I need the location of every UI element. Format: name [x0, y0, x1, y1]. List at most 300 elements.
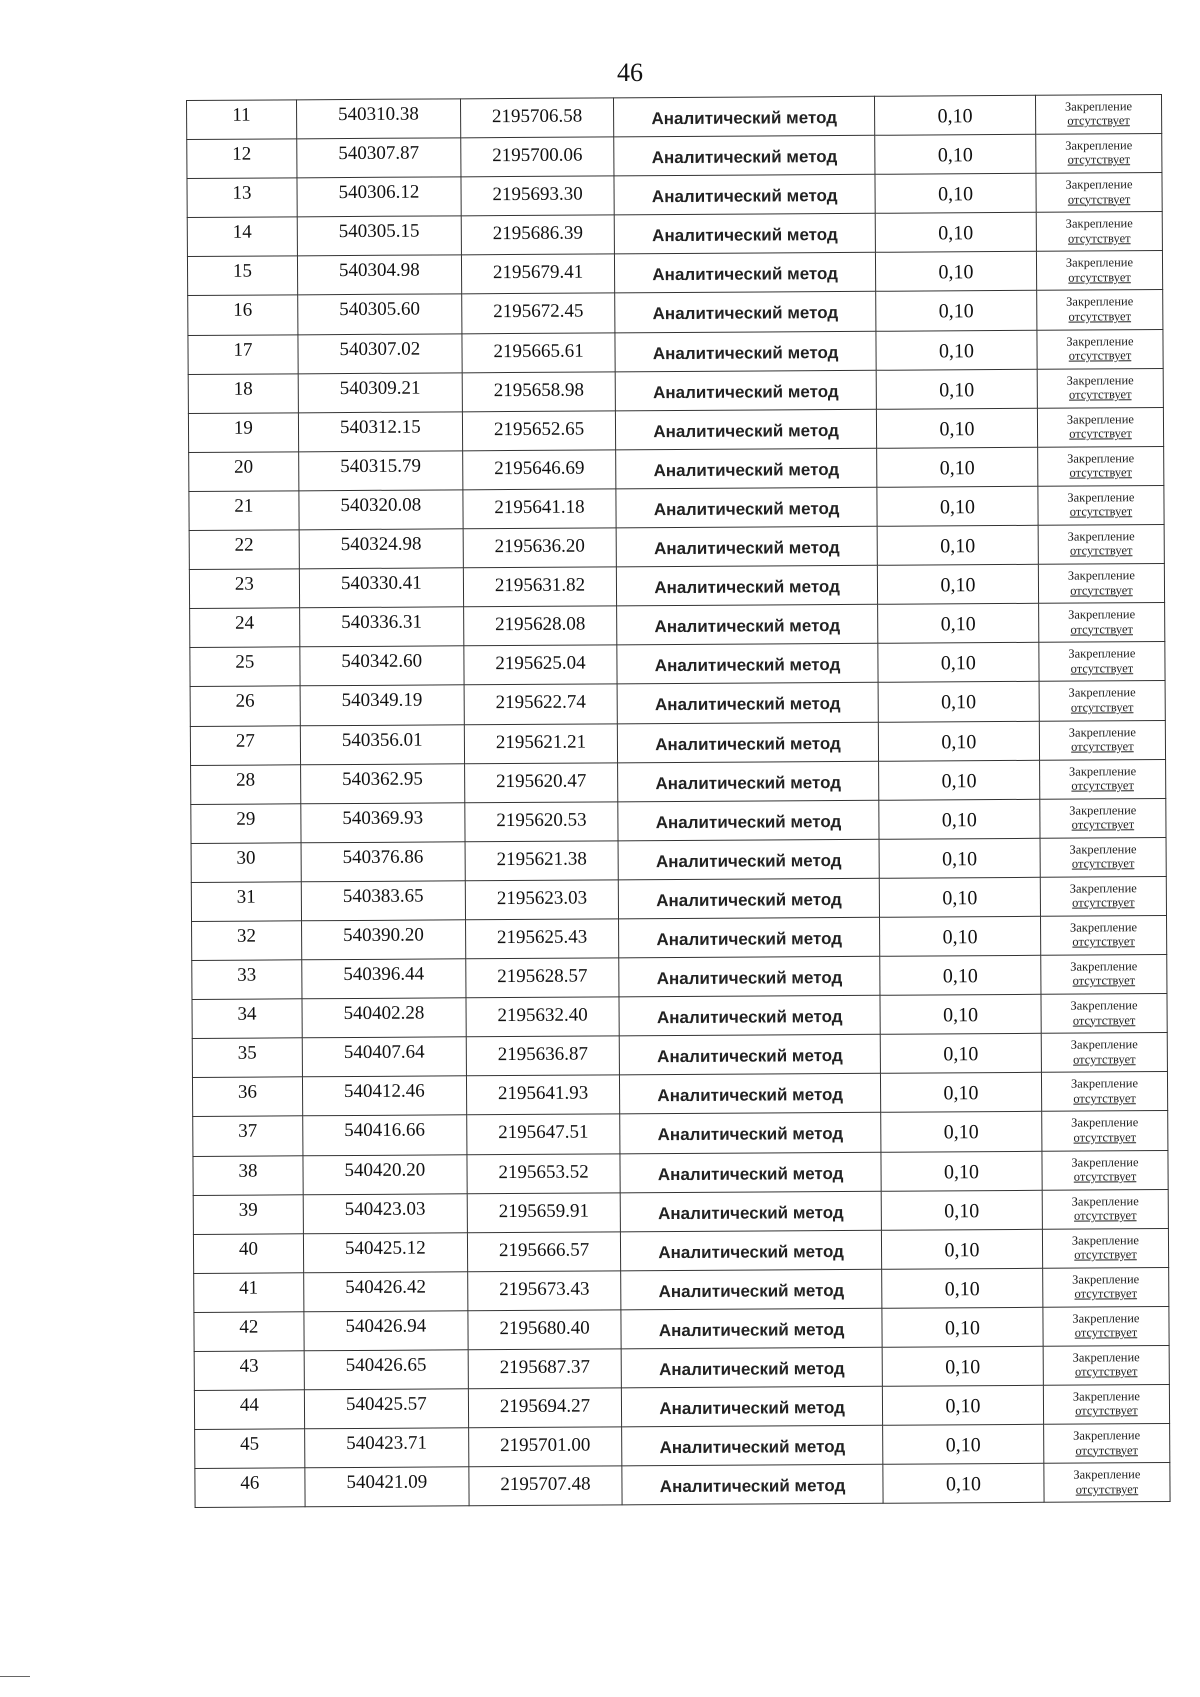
fixation-text-line2: отсутствует — [1073, 1130, 1137, 1145]
x-coordinate-cell: 540423.03 — [303, 1193, 467, 1233]
x-coordinate-cell: 540305.15 — [297, 216, 461, 256]
fixation-text-line2: отсутствует — [1072, 934, 1135, 949]
point-number-cell: 27 — [190, 725, 300, 765]
table-row — [191, 759, 1166, 804]
fixation-text-line2: отсутствует — [1071, 817, 1135, 832]
point-number-cell: 36 — [192, 1077, 302, 1117]
error-cell: 0,10 — [877, 486, 1038, 526]
point-number-cell: 18 — [188, 373, 298, 413]
y-coordinate-cell: 2195680.40 — [468, 1310, 621, 1350]
fixation-text-line1: Закрепление — [1071, 1193, 1139, 1209]
y-coordinate-cell: 2195707.48 — [469, 1466, 622, 1506]
method-cell: Аналитический метод — [615, 370, 876, 411]
y-coordinate-cell: 2195659.91 — [467, 1192, 620, 1232]
fixation-text-line2: отсутствует — [1067, 152, 1131, 168]
coordinates-table — [186, 94, 1171, 1508]
table-row — [195, 1424, 1170, 1469]
x-coordinate-cell: 540304.98 — [297, 255, 461, 295]
error-cell: 0,10 — [875, 173, 1036, 213]
fixation-text-line2: отсутствует — [1070, 700, 1134, 715]
y-coordinate-cell: 2195687.37 — [468, 1349, 621, 1389]
x-coordinate-cell: 540336.31 — [299, 607, 463, 647]
point-number-cell: 23 — [189, 569, 299, 609]
fixation-cell — [1043, 1267, 1169, 1307]
method-cell: Аналитический метод — [618, 839, 879, 880]
error-cell: 0,10 — [882, 1268, 1043, 1308]
fixation-text-line1: Закрепление — [1064, 99, 1133, 114]
fixation-text-line1: Закрепление — [1071, 1232, 1140, 1248]
fixation-text-line2: отсутствует — [1073, 1051, 1136, 1067]
y-coordinate-cell: 2195694.27 — [468, 1388, 621, 1428]
fixation-text-line2: отсутствует — [1073, 1169, 1137, 1184]
method-cell: Аналитический метод — [616, 409, 877, 450]
error-cell: 0,10 — [879, 799, 1040, 839]
y-coordinate-cell: 2195700.06 — [461, 137, 614, 177]
fixation-text-line1: Закрепление — [1067, 529, 1135, 544]
point-number-cell: 39 — [193, 1194, 303, 1234]
x-coordinate-cell: 540423.71 — [304, 1428, 468, 1468]
method-cell: Аналитический метод — [614, 214, 875, 255]
fixation-cell — [1041, 955, 1167, 995]
fixation-text-line2: отсутствует — [1074, 1364, 1138, 1379]
error-cell: 0,10 — [883, 1464, 1044, 1504]
error-cell: 0,10 — [881, 1151, 1042, 1191]
method-cell: Аналитический метод — [618, 800, 879, 841]
error-cell: 0,10 — [877, 564, 1038, 604]
fixation-text-line2: отсутствует — [1068, 309, 1132, 324]
x-coordinate-cell: 540310.38 — [296, 99, 460, 139]
fixation-text-line2: отсутствует — [1073, 1090, 1136, 1106]
error-cell: 0,10 — [881, 1112, 1042, 1152]
y-coordinate-cell: 2195623.03 — [465, 880, 618, 920]
point-number-cell: 14 — [187, 217, 297, 257]
x-coordinate-cell: 540412.46 — [302, 1076, 466, 1116]
method-cell: Аналитический метод — [619, 995, 880, 1036]
fixation-text-line1: Закрепление — [1068, 646, 1136, 661]
fixation-cell — [1042, 1111, 1168, 1151]
fixation-cell — [1041, 1072, 1167, 1112]
point-number-cell: 13 — [187, 178, 297, 218]
table-row — [193, 1150, 1168, 1195]
point-number-cell: 28 — [191, 764, 301, 804]
y-coordinate-cell: 2195673.43 — [468, 1271, 621, 1311]
error-cell: 0,10 — [879, 760, 1040, 800]
x-coordinate-cell: 540349.19 — [300, 685, 464, 725]
fixation-text-line1: Закрепление — [1073, 1467, 1141, 1482]
y-coordinate-cell: 2195647.51 — [467, 1114, 620, 1154]
fixation-cell — [1038, 485, 1164, 525]
x-coordinate-cell: 540312.15 — [298, 412, 462, 452]
fixation-cell — [1038, 564, 1164, 604]
method-cell: Аналитический метод — [616, 487, 877, 528]
error-cell: 0,10 — [882, 1346, 1043, 1386]
point-number-cell: 26 — [190, 686, 300, 726]
fixation-text-line1: Закрепление — [1067, 490, 1135, 505]
fixation-cell — [1043, 1346, 1169, 1386]
table-row — [194, 1346, 1169, 1391]
method-cell: Аналитический метод — [621, 1347, 882, 1388]
fixation-cell — [1038, 603, 1164, 643]
x-coordinate-cell: 540420.20 — [303, 1154, 467, 1194]
y-coordinate-cell: 2195706.58 — [460, 98, 613, 138]
table-row — [187, 173, 1162, 218]
error-cell: 0,10 — [877, 447, 1038, 487]
point-number-cell: 17 — [188, 334, 298, 374]
fixation-text-line1: Закрепление — [1069, 841, 1137, 857]
fixation-cell — [1039, 759, 1165, 799]
y-coordinate-cell: 2195620.47 — [464, 762, 617, 802]
table-row — [194, 1385, 1169, 1430]
fixation-text-line1: Закрепление — [1066, 411, 1134, 427]
error-cell: 0,10 — [875, 252, 1036, 292]
x-coordinate-cell: 540306.12 — [297, 177, 461, 217]
table-row — [193, 1228, 1168, 1273]
table-row — [190, 603, 1165, 648]
margin-mark — [0, 1676, 30, 1677]
x-coordinate-cell: 540390.20 — [301, 920, 465, 960]
fixation-text-line1: Закрепление — [1070, 998, 1138, 1013]
fixation-text-line1: Закрепление — [1070, 1076, 1139, 1091]
x-coordinate-cell: 540309.21 — [298, 372, 462, 412]
table-row — [191, 876, 1166, 921]
x-coordinate-cell: 540362.95 — [300, 763, 464, 803]
point-number-cell: 15 — [187, 256, 297, 296]
fixation-cell — [1037, 329, 1163, 369]
fixation-text-line1: Закрепление — [1065, 177, 1133, 192]
fixation-text-line2: отсутствует — [1068, 348, 1132, 363]
fixation-text-line2: отсутствует — [1074, 1325, 1138, 1340]
fixation-text-line1: Закрепление — [1068, 724, 1136, 740]
y-coordinate-cell: 2195625.43 — [465, 919, 618, 959]
y-coordinate-cell: 2195658.98 — [462, 372, 615, 412]
fixation-text-line2: отсутствует — [1074, 1286, 1138, 1301]
point-number-cell: 37 — [193, 1116, 303, 1156]
fixation-text-line1: Закрепление — [1067, 568, 1135, 583]
y-coordinate-cell: 2195636.87 — [466, 1036, 619, 1076]
fixation-cell — [1042, 1150, 1168, 1190]
y-coordinate-cell: 2195641.18 — [463, 489, 616, 529]
table-row — [194, 1306, 1169, 1351]
error-cell: 0,10 — [878, 721, 1039, 761]
fixation-text-line1: Закрепление — [1072, 1389, 1140, 1404]
fixation-text-line2: отсутствует — [1075, 1442, 1139, 1458]
table-row — [189, 485, 1164, 530]
point-number-cell: 24 — [190, 608, 300, 648]
fixation-text-line1: Закрепление — [1069, 920, 1138, 935]
fixation-text-line1: Закрепление — [1065, 138, 1133, 153]
table-row — [190, 642, 1165, 687]
y-coordinate-cell: 2195652.65 — [462, 411, 615, 451]
point-number-cell: 29 — [191, 804, 301, 844]
fixation-cell — [1036, 251, 1162, 291]
x-coordinate-cell: 540426.42 — [303, 1272, 467, 1312]
y-coordinate-cell: 2195665.61 — [462, 332, 615, 372]
fixation-cell — [1043, 1385, 1169, 1425]
point-number-cell: 44 — [194, 1390, 304, 1430]
fixation-cell — [1037, 407, 1163, 447]
y-coordinate-cell: 2195693.30 — [461, 176, 614, 216]
fixation-text-line2: отсутствует — [1071, 739, 1134, 754]
method-cell: Аналитический метод — [618, 761, 879, 802]
point-number-cell: 32 — [192, 921, 302, 961]
error-cell: 0,10 — [878, 604, 1039, 644]
error-cell: 0,10 — [876, 291, 1037, 331]
table-row — [195, 1463, 1170, 1508]
x-coordinate-cell: 540307.87 — [297, 138, 461, 178]
x-coordinate-cell: 540369.93 — [301, 802, 465, 842]
table-row — [187, 134, 1162, 179]
y-coordinate-cell: 2195646.69 — [463, 450, 616, 490]
y-coordinate-cell: 2195701.00 — [469, 1427, 622, 1467]
x-coordinate-cell: 540305.60 — [297, 294, 461, 334]
method-cell: Аналитический метод — [615, 331, 876, 372]
fixation-text-line1: Закрепление — [1070, 959, 1138, 974]
error-cell: 0,10 — [880, 1034, 1041, 1074]
coordinates-table-body — [187, 95, 1171, 1508]
x-coordinate-cell: 540315.79 — [298, 451, 462, 491]
method-cell: Аналитический метод — [614, 135, 875, 176]
fixation-cell — [1037, 290, 1163, 330]
method-cell: Аналитический метод — [615, 292, 876, 333]
fixation-text-line2: отсутствует — [1068, 269, 1131, 285]
point-number-cell: 31 — [191, 882, 301, 922]
fixation-cell — [1039, 681, 1165, 721]
fixation-cell — [1040, 798, 1166, 838]
point-number-cell: 12 — [187, 139, 297, 179]
fixation-cell — [1043, 1306, 1169, 1346]
method-cell: Аналитический метод — [620, 1113, 881, 1154]
y-coordinate-cell: 2195672.45 — [462, 293, 615, 333]
table-row — [193, 1111, 1168, 1156]
fixation-cell — [1043, 1424, 1169, 1464]
x-coordinate-cell: 540330.41 — [299, 568, 463, 608]
fixation-text-line2: отсутствует — [1068, 387, 1132, 402]
method-cell: Аналитический метод — [616, 448, 877, 489]
y-coordinate-cell: 2195641.93 — [466, 1075, 619, 1115]
fixation-text-line1: Закрепление — [1072, 1311, 1140, 1326]
point-number-cell: 38 — [193, 1155, 303, 1195]
fixation-text-line1: Закрепление — [1066, 294, 1134, 310]
fixation-text-line2: отсутствует — [1067, 191, 1131, 207]
y-coordinate-cell: 2195620.53 — [465, 802, 618, 842]
table-row — [188, 290, 1163, 335]
method-cell: Аналитический метод — [622, 1425, 883, 1466]
error-cell: 0,10 — [879, 838, 1040, 878]
error-cell: 0,10 — [877, 525, 1038, 565]
error-cell: 0,10 — [878, 643, 1039, 683]
fixation-text-line1: Закрепление — [1071, 1154, 1139, 1170]
fixation-cell — [1040, 915, 1166, 955]
fixation-text-line1: Закрепление — [1065, 255, 1134, 271]
method-cell: Аналитический метод — [622, 1386, 883, 1427]
fixation-text-line2: отсутствует — [1071, 856, 1135, 871]
fixation-text-line2: отсутствует — [1070, 660, 1134, 676]
fixation-text-line2: отсутствует — [1067, 113, 1130, 128]
error-cell: 0,10 — [880, 994, 1041, 1034]
point-number-cell: 21 — [189, 491, 299, 531]
table-row — [192, 915, 1167, 960]
error-cell: 0,10 — [881, 1229, 1042, 1269]
fixation-text-line1: Закрепление — [1067, 451, 1135, 466]
point-number-cell: 22 — [189, 530, 299, 570]
error-cell: 0,10 — [882, 1385, 1043, 1425]
fixation-text-line2: отсутствует — [1069, 543, 1133, 559]
y-coordinate-cell: 2195628.57 — [466, 958, 619, 998]
table-row — [189, 446, 1164, 491]
fixation-text-line1: Закрепление — [1068, 607, 1136, 622]
point-number-cell: 16 — [188, 295, 298, 335]
x-coordinate-cell: 540342.60 — [300, 646, 464, 686]
method-cell: Аналитический метод — [619, 917, 880, 958]
fixation-text-line2: отсутствует — [1075, 1403, 1138, 1419]
method-cell: Аналитический метод — [615, 253, 876, 294]
fixation-cell — [1036, 212, 1162, 252]
error-cell: 0,10 — [876, 369, 1037, 409]
fixation-cell — [1039, 720, 1165, 760]
error-cell: 0,10 — [876, 408, 1037, 448]
x-coordinate-cell: 540426.65 — [304, 1350, 468, 1390]
method-cell: Аналитический метод — [621, 1230, 882, 1271]
point-number-cell: 33 — [192, 960, 302, 1000]
table-row — [192, 1033, 1167, 1078]
point-number-cell: 11 — [187, 100, 297, 140]
fixation-text-line1: Закрепление — [1066, 372, 1134, 388]
table-row — [192, 994, 1167, 1039]
method-cell: Аналитический метод — [620, 1191, 881, 1232]
point-number-cell: 35 — [192, 1038, 302, 1078]
fixation-text-line2: отсутствует — [1071, 778, 1134, 793]
point-number-cell: 30 — [191, 843, 301, 883]
table-row — [187, 95, 1162, 140]
x-coordinate-cell: 540376.86 — [301, 842, 465, 882]
fixation-text-line2: отсутствует — [1069, 504, 1133, 519]
fixation-cell — [1042, 1228, 1168, 1268]
fixation-cell — [1044, 1463, 1170, 1503]
fixation-cell — [1040, 876, 1166, 916]
point-number-cell: 41 — [194, 1273, 304, 1313]
x-coordinate-cell: 540356.01 — [300, 724, 464, 764]
table-row — [187, 251, 1162, 296]
fixation-text-line1: Закрепление — [1069, 802, 1137, 818]
fixation-cell — [1042, 1189, 1168, 1229]
method-cell: Аналитический метод — [619, 956, 880, 997]
error-cell: 0,10 — [875, 213, 1036, 253]
y-coordinate-cell: 2195632.40 — [466, 997, 619, 1037]
method-cell: Аналитический метод — [617, 565, 878, 606]
table-row — [188, 329, 1163, 374]
method-cell: Аналитический метод — [614, 96, 875, 137]
method-cell: Аналитический метод — [617, 605, 878, 646]
x-coordinate-cell: 540396.44 — [302, 959, 466, 999]
method-cell: Аналитический метод — [621, 1308, 882, 1349]
point-number-cell: 25 — [190, 647, 300, 687]
y-coordinate-cell: 2195622.74 — [464, 684, 617, 724]
fixation-text-line2: отсутствует — [1069, 465, 1133, 480]
y-coordinate-cell: 2195631.82 — [463, 567, 616, 607]
fixation-text-line2: отсутствует — [1072, 895, 1135, 910]
x-coordinate-cell: 540425.57 — [304, 1389, 468, 1429]
fixation-text-line2: отсутствует — [1072, 973, 1136, 989]
fixation-text-line1: Закрепление — [1065, 216, 1133, 231]
table-row — [191, 837, 1166, 882]
x-coordinate-cell: 540324.98 — [299, 529, 463, 569]
y-coordinate-cell: 2195628.08 — [464, 606, 617, 646]
y-coordinate-cell: 2195679.41 — [461, 254, 614, 294]
method-cell: Аналитический метод — [620, 1074, 881, 1115]
x-coordinate-cell: 540407.64 — [302, 1037, 466, 1077]
x-coordinate-cell: 540402.28 — [302, 998, 466, 1038]
point-number-cell: 20 — [189, 452, 299, 492]
fixation-text-line1: Закрепление — [1073, 1428, 1141, 1443]
y-coordinate-cell: 2195621.21 — [464, 723, 617, 763]
method-cell: Аналитический метод — [617, 683, 878, 724]
y-coordinate-cell: 2195625.04 — [464, 645, 617, 685]
fixation-cell — [1040, 837, 1166, 877]
page-number: 46 — [617, 58, 643, 87]
method-cell: Аналитический метод — [620, 1152, 881, 1193]
y-coordinate-cell: 2195686.39 — [461, 215, 614, 255]
y-coordinate-cell: 2195621.38 — [465, 841, 618, 881]
point-number-cell: 42 — [194, 1312, 304, 1352]
fixation-text-line1: Закрепление — [1071, 1115, 1139, 1131]
fixation-text-line1: Закрепление — [1066, 333, 1134, 349]
table-row — [187, 212, 1162, 257]
y-coordinate-cell: 2195666.57 — [467, 1232, 620, 1272]
fixation-cell — [1037, 368, 1163, 408]
error-cell: 0,10 — [882, 1307, 1043, 1347]
fixation-text-line1: Закрепление — [1068, 763, 1137, 779]
fixation-text-line2: отсутствует — [1070, 621, 1133, 637]
error-cell: 0,10 — [883, 1424, 1044, 1464]
fixation-text-line2: отсутствует — [1073, 1208, 1137, 1223]
point-number-cell: 46 — [195, 1468, 305, 1508]
table-row — [191, 798, 1166, 843]
fixation-cell — [1036, 134, 1162, 174]
x-coordinate-cell: 540421.09 — [305, 1467, 469, 1507]
method-cell: Аналитический метод — [619, 1035, 880, 1076]
table-row — [190, 720, 1165, 765]
fixation-cell — [1039, 642, 1165, 682]
method-cell: Аналитический метод — [621, 1269, 882, 1310]
fixation-text-line1: Закрепление — [1072, 1272, 1140, 1287]
fixation-text-line2: отсутствует — [1075, 1481, 1139, 1497]
fixation-text-line2: отсутствует — [1072, 1012, 1136, 1028]
fixation-cell — [1041, 994, 1167, 1034]
point-number-cell: 19 — [188, 413, 298, 453]
table-row — [190, 681, 1165, 726]
method-cell: Аналитический метод — [614, 174, 875, 215]
point-number-cell: 45 — [195, 1429, 305, 1469]
method-cell: Аналитический метод — [622, 1465, 883, 1506]
x-coordinate-cell: 540307.02 — [298, 333, 462, 373]
x-coordinate-cell: 540416.66 — [302, 1115, 466, 1155]
table-row — [189, 525, 1164, 570]
error-cell: 0,10 — [879, 877, 1040, 917]
method-cell: Аналитический метод — [617, 722, 878, 763]
error-cell: 0,10 — [880, 1073, 1041, 1113]
table-row — [188, 407, 1163, 452]
fixation-text-line2: отсутствует — [1067, 230, 1131, 246]
point-number-cell: 43 — [194, 1351, 304, 1391]
error-cell: 0,10 — [875, 95, 1036, 135]
fixation-cell — [1038, 446, 1164, 486]
error-cell: 0,10 — [875, 134, 1036, 174]
fixation-text-line1: Закрепление — [1069, 881, 1137, 896]
table-row — [194, 1267, 1169, 1312]
fixation-text-line1: Закрепление — [1072, 1350, 1140, 1365]
fixation-cell — [1035, 95, 1161, 135]
method-cell: Аналитический метод — [617, 644, 878, 685]
